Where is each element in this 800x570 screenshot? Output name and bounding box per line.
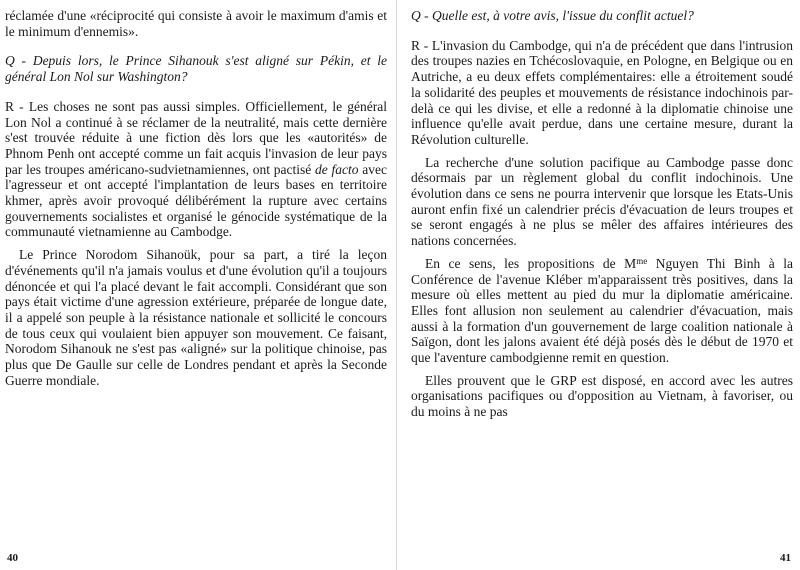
italic-phrase: de facto bbox=[315, 161, 359, 177]
page-number: 41 bbox=[780, 552, 791, 564]
answer-paragraph: R - L'invasion du Cambodge, qui n'a de précédent que dans l'intrusion des troupes nazies en Tchécoslovaquie, en Pologne, en Belgique ou en Autriche, a eu deux effets complémentaires: elle a étroitement soudé la solidarité des peuples et mouvements de résistance indochinois par-delà ce qui les divise, et elle a redonné à la diplomatie chinoise une influence qu'elle avait perdue, dans une certaine mesure, durant la Révolution culturelle. bbox=[411, 37, 793, 147]
page-gutter bbox=[396, 0, 397, 570]
answer-paragraph bbox=[411, 256, 793, 366]
answer-text: avec l'agresseur et ont accepté l'implantation de leurs bases en territoire khmer, après avoir provoqué délibérément la rupture avec certains gouvernements socialistes et organisé le génocide systématique de la communauté vietnamienne au Cambodge. bbox=[5, 161, 387, 240]
interview-question: Q - Quelle est, à votre avis, l'issue du conflit actuel? bbox=[411, 8, 694, 23]
superscript: me bbox=[636, 255, 648, 266]
right-page bbox=[411, 8, 793, 564]
answer-text: En ce sens, les propositions de M bbox=[425, 255, 637, 271]
answer-text: R - Les choses ne sont pas aussi simples. Officiellement, le général Lon Nol a continué à se réclamer de la neutralité, mais cette dernière s'est trouvée réduite à une fiction dès lors que les «autorités» de Phnom Penh ont accepté comme un fait acquis l'invasion de leur pays par les troupes américano-sudvietnamiennes, ont pactisé bbox=[5, 98, 387, 177]
answer-text: Nguyen Thi Binh à la Conférence de l'avenue Kléber m'apparaissent très positives, dans la mesure où elles mettent au pied du mur la diplomatie américaine. Elles font allusion non seulement au calendrier d'évacuation, mais aussi à la formation d'un gouvernement de large coalition nationale à Saïgon, dont les jalons avaient été déjà posés dès le début de 1970 et que l'aventure cambodgienne remit en question. bbox=[411, 255, 793, 366]
interview-question: Q - Depuis lors, le Prince Sihanouk s'est aligné sur Pékin, et le général Lon Nol sur Washington? bbox=[5, 53, 387, 85]
answer-paragraph: Elles prouvent que le GRP est disposé, en accord avec les autres organisations pacifiques ou d'opposition au Vietnam, à favoriser, ou du moins à ne pas bbox=[411, 372, 793, 420]
answer-paragraph: Le Prince Norodom Sihanoük, pour sa part, a tiré la leçon d'événements qu'il n'a jamais voulus et d'une évolution qu'il a toujours dénoncée et qui l'a placé devant le fait accompli. Considérant que son pays était victime d'une agression extérieure, préparée de longue date, il a appelé son peuple à la résistance nationale et sollicité le concours de tous ceux qui voulaient bien appuyer son mouvement. Ce faisant, Norodom Sihanouk ne s'est pas «aligné» sur la politique chinoise, pas plus que De Gaulle sur celle de Londres pendant et après la Seconde Guerre mondiale. bbox=[5, 247, 387, 388]
left-page-text bbox=[5, 8, 387, 388]
left-page bbox=[5, 8, 387, 564]
right-page-text bbox=[411, 8, 793, 420]
page-number: 40 bbox=[7, 552, 18, 564]
answer-paragraph bbox=[5, 99, 387, 240]
continued-paragraph: réclamée d'une «réciprocité qui consiste à avoir le maximum d'amis et le minimum d'ennemis». bbox=[5, 8, 387, 39]
answer-paragraph: La recherche d'une solution pacifique au Cambodge passe donc désormais par un règlement global du conflit indochinois. Une évolution dans ce sens ne pourra intervenir que lorsque les Etats-Unis auront enfin fixé un calendrier précis d'évacuation de leurs troupes et se seront engagés à ne plus se mêler des affaires intérieures des nations concernées. bbox=[411, 154, 793, 249]
